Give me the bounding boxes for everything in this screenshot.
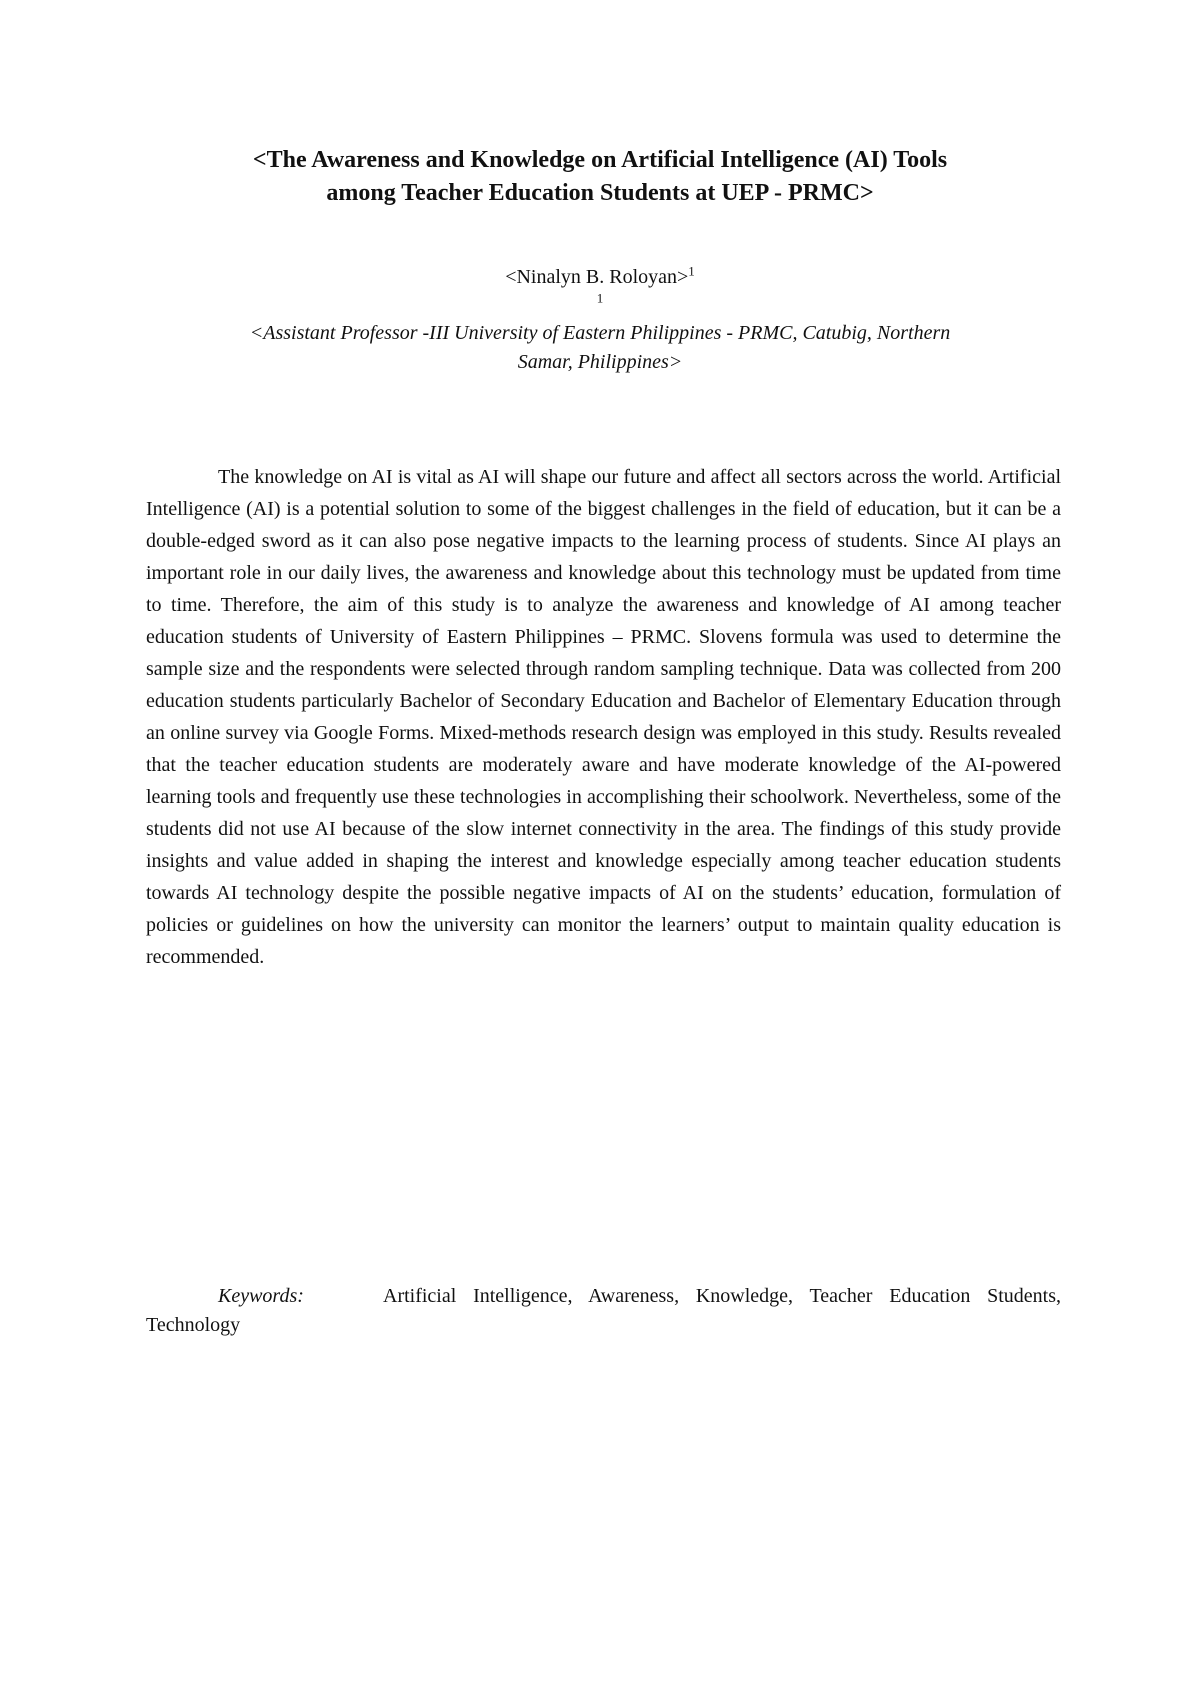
author-affiliation bbox=[150, 290, 1050, 377]
abstract-paragraph: The knowledge on AI is vital as AI will shape our future and affect all sectors across the world. Artificial Intelligence (AI) is a potential solution to some of the biggest challenges in the field of education, but it can be a double-edged sword as it can also pose negative impacts to the learning process of students. Since AI plays an important role in our daily lives, the awareness and knowledge about this technology must be updated from time to time. Therefore, the aim of this study is to analyze the awareness and knowledge of AI among teacher education students of University of Eastern Philippines – PRMC. Slovens formula was used to determine the sample size and the respondents were selected through random sampling technique. Data was collected from 200 education students particularly Bachelor of Secondary Education and Bachelor of Elementary Education through an online survey via Google Forms. Mixed-methods research design was employed in this study. Results revealed that the teacher education students are moderately aware and have moderate knowledge of the AI-powered learning tools and frequently use these technologies in accomplishing their schoolwork. Nevertheless, some of the students did not use AI because of the slow internet connectivity in the area. The findings of this study provide insights and value added in shaping the interest and knowledge especially among teacher education students towards AI technology despite the possible negative impacts of AI on the students’ education, formulation of policies or guidelines on how the university can monitor the learners’ output to maintain quality education is recommended. bbox=[146, 466, 1061, 968]
affiliation-line-1 bbox=[150, 290, 1050, 348]
paper-title-line-1: <The Awareness and Knowledge on Artificial Intelligence (AI) Tools bbox=[252, 147, 948, 173]
keywords-paragraph bbox=[146, 1282, 1061, 1340]
paper-title bbox=[100, 144, 1100, 210]
affiliation-text-1: <Assistant Professor -III University of Eastern Philippines - PRMC, Catubig, Northern bbox=[249, 322, 951, 344]
affiliation-line-2: Samar, Philippines> bbox=[517, 351, 683, 373]
keywords-label: Keywords: bbox=[218, 1285, 304, 1307]
keywords-text: Artificial Intelligence, Awareness, Knowledge, Teacher Education Students, Technology bbox=[146, 1285, 1061, 1336]
author-name: <Ninalyn B. Roloyan> bbox=[505, 266, 689, 288]
author-affiliation-mark: 1 bbox=[688, 263, 695, 279]
author-line bbox=[100, 263, 1100, 291]
affiliation-mark: 1 bbox=[596, 290, 604, 306]
paper-title-line-2: among Teacher Education Students at UEP - PRMC> bbox=[326, 180, 874, 206]
